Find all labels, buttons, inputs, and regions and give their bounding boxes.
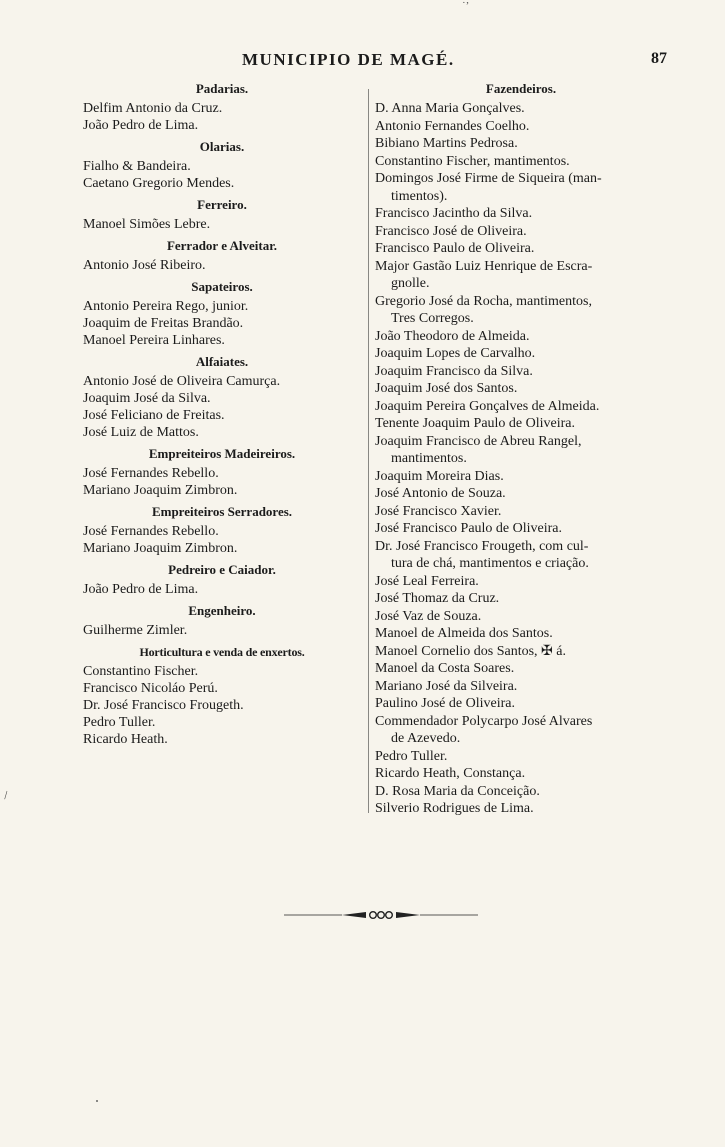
section-title: Empreiteiros Serradores. (151, 504, 293, 519)
list-item: José Feliciano de Freitas. (83, 408, 225, 423)
list-item: Manoel Cornelio dos Santos, ✠ á. (375, 643, 566, 659)
list-item: Gregorio José da Rocha, mantimentos, (375, 293, 592, 309)
list-item: Tenente Joaquim Paulo de Oliveira. (375, 416, 576, 431)
section-sapateiros (83, 278, 361, 349)
section-title: Olarias. (199, 139, 245, 154)
list-item: Mariano Joaquim Zimbron. (83, 483, 238, 498)
page-number: 87 (651, 50, 667, 67)
list-item: Major Gastão Luiz Henrique de Escra- (375, 258, 593, 274)
section-title: Alfaiates. (195, 354, 249, 369)
list-item: Joaquim Francisco de Abreu Rangel, (375, 433, 582, 449)
column-divider (368, 89, 369, 813)
list-item: Constantino Fischer. (83, 664, 199, 679)
list-item: Antonio Pereira Rego, junior. (83, 299, 249, 314)
list-item: Pedro Tuller. (375, 748, 448, 764)
list-item: Joaquim José dos Santos. (375, 381, 518, 396)
list-item: Ricardo Heath. (83, 732, 168, 747)
list-item: Dr. José Francisco Frougeth, com cul- (375, 538, 589, 554)
list-item-continuation: mantimentos. (391, 451, 467, 466)
list-item: Joaquim José da Silva. (83, 391, 211, 406)
list-item-continuation: timentos). (391, 188, 448, 204)
section-alfaiates (83, 353, 361, 441)
list-item: José Vaz de Souza. (375, 608, 482, 624)
list-item: José Antonio de Souza. (375, 486, 506, 501)
decorative-ornament (284, 908, 478, 922)
page-title: MUNICIPIO DE MAGÉ. (242, 50, 455, 69)
list-item: Francisco José de Oliveira. (375, 223, 527, 239)
list-item: Paulino José de Oliveira. (375, 696, 515, 711)
section-title: Sapateiros. (191, 279, 253, 294)
list-item: José Luiz de Mattos. (83, 425, 199, 440)
list-item: Francisco Nicoláo Perú. (83, 681, 218, 696)
list-item: José Leal Ferreira. (375, 573, 479, 589)
left-column (83, 80, 361, 748)
top-print-mark: ˙ʼ (462, 0, 470, 12)
list-item: Joaquim Pereira Gonçalves de Almeida. (375, 398, 600, 414)
list-item: D. Anna Maria Gonçalves. (375, 101, 525, 116)
list-item: D. Rosa Maria da Conceição. (375, 783, 540, 799)
list-item-continuation: gnolle. (391, 276, 430, 291)
list-item: José Francisco Paulo de Oliveira. (375, 521, 563, 536)
list-item: Mariano José da Silveira. (375, 678, 518, 694)
list-item: Delfim Antonio da Cruz. (83, 101, 223, 116)
list-item: Antonio José Ribeiro. (83, 258, 206, 273)
list-item-continuation: de Azevedo. (391, 731, 461, 746)
list-item: José Fernandes Rebello. (83, 466, 219, 481)
list-item: Francisco Jacintho da Silva. (375, 206, 533, 221)
list-item: Joaquim de Freitas Brandão. (83, 316, 244, 331)
list-item: Joaquim Lopes de Carvalho. (375, 346, 536, 361)
list-item: Antonio Fernandes Coelho. (375, 118, 530, 134)
list-item: Fialho & Bandeira. (83, 159, 191, 174)
page-header (0, 50, 725, 74)
list-item: Bibiano Martins Pedrosa. (375, 136, 518, 151)
section-title: Padarias. (195, 81, 249, 96)
section-horticultura (83, 643, 361, 748)
list-item: José Fernandes Rebello. (83, 524, 219, 539)
list-item: João Pedro de Lima. (83, 582, 199, 597)
section-title: Horticultura e venda de enxertos. (139, 645, 305, 659)
list-item: Dr. José Francisco Frougeth. (83, 698, 244, 713)
left-margin-mark: \ (0, 788, 12, 802)
list-item: Joaquim Francisco da Silva. (375, 363, 533, 379)
section-title: Pedreiro e Caiador. (168, 562, 276, 577)
lower-margin-mark (96, 1100, 98, 1102)
list-item: Francisco Paulo de Oliveira. (375, 241, 535, 256)
right-column (375, 80, 667, 818)
section-title: Ferrador e Alveitar. (166, 238, 278, 253)
section-engenheiro (83, 602, 361, 639)
list-item: Antonio José de Oliveira Camurça. (83, 374, 281, 389)
list-item: Joaquim Moreira Dias. (375, 468, 504, 484)
list-item-continuation: Tres Corregos. (391, 311, 474, 326)
list-item: Manoel Pereira Linhares. (83, 333, 225, 348)
section-title: Empreiteiros Madeireiros. (148, 446, 296, 461)
list-item: João Pedro de Lima. (83, 118, 199, 133)
section-empreiteiros-serradores (83, 503, 361, 557)
list-item: Domingos José Firme de Siqueira (man- (375, 171, 602, 186)
section-title: Engenheiro. (188, 603, 256, 618)
section-padarias (83, 80, 361, 134)
list-item: José Francisco Xavier. (375, 503, 502, 519)
section-empreiteiros-madeireiros (83, 445, 361, 499)
list-item: Manoel de Almeida dos Santos. (375, 626, 553, 641)
list-item: Pedro Tuller. (83, 715, 156, 730)
section-pedreiro-caiador (83, 561, 361, 598)
list-item: Constantino Fischer, mantimentos. (375, 153, 570, 169)
list-item: Commendador Polycarpo José Alvares (375, 713, 593, 729)
section-title: Fazendeiros. (485, 81, 557, 96)
list-item: Manoel da Costa Soares. (375, 661, 515, 676)
list-item: Ricardo Heath, Constança. (375, 766, 526, 781)
list-item: Silverio Rodrigues de Lima. (375, 801, 534, 816)
list-item: Guilherme Zimler. (83, 623, 188, 638)
list-item: José Thomaz da Cruz. (375, 591, 500, 606)
list-item: Caetano Gregorio Mendes. (83, 176, 235, 191)
section-ferrador-alveitar (83, 237, 361, 274)
list-item: João Theodoro de Almeida. (375, 328, 530, 344)
section-ferreiro (83, 196, 361, 233)
list-item: Mariano Joaquim Zimbron. (83, 541, 238, 556)
list-item: Manoel Simões Lebre. (83, 217, 211, 232)
section-title: Ferreiro. (197, 197, 247, 212)
list-item-continuation: tura de chá, mantimentos e criação. (391, 556, 589, 571)
section-olarias (83, 138, 361, 192)
